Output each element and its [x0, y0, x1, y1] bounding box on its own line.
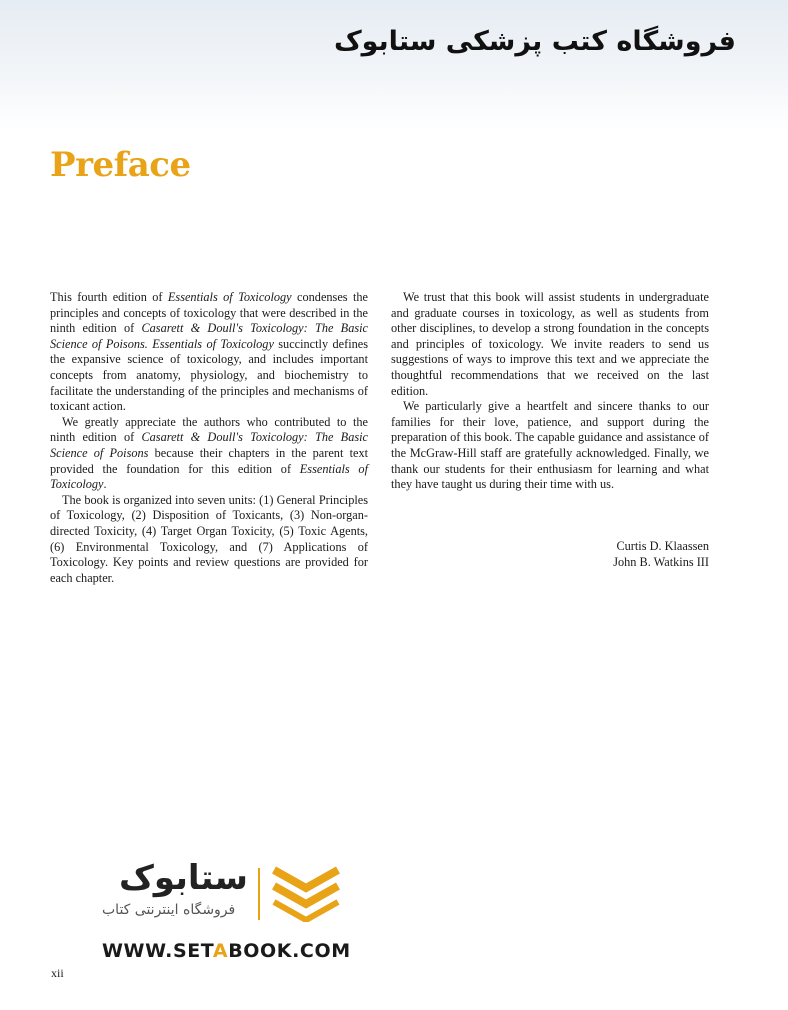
page-title: Preface: [50, 145, 191, 185]
setabook-logo: [88, 858, 348, 928]
left-column: [50, 290, 368, 586]
book-stack-icon: [270, 862, 342, 922]
page-number: xii: [51, 966, 64, 980]
paragraph-5: We particularly give a heartfelt and sincere thanks to our families for their love, patience, and support during the preparation of this book. The capable guidance and assistance of the McGraw-Hill staff are gratefully acknowledged. Finally, we thank our students for their enthusiasm for learning and what they have taught us during their time with us.: [391, 399, 709, 492]
signature-watkins: John B. Watkins III: [613, 554, 709, 569]
signatures: [391, 539, 709, 570]
paragraph-2: We greatly appreciate the authors who contributed to the ninth edition of Casarett & Doull's Toxicology: The Basic Science of Poisons because their chapters in the parent text provided the foundation for this edition of Essentials of Toxicology.: [50, 414, 369, 492]
logo-divider: [258, 868, 260, 920]
right-column: [391, 290, 709, 493]
store-header: فروشگاه کتب پزشکی ستابوک: [333, 26, 736, 57]
website-url: WWW.SETABOOK.COM: [102, 940, 351, 962]
paragraph-4: We trust that this book will assist students in undergraduate and graduate courses in toxicology, as well as students from other disciplines, to develop a strong foundation in the concepts and principles of toxicology. We invite readers to send us suggestions of ways to improve this text and we appreciate the thoughtful recommendations that we received on the last edition.: [391, 290, 709, 398]
paragraph-1: This fourth edition of Essentials of Toxicology condenses the principles and concepts of toxicology that were described in the ninth edition of Casarett & Doull's Toxicology: The Basic Science of Poisons. Essentials of Toxicology succinctly defines the expansive science of toxicology, and includes important concepts from anatomy, physiology, and biochemistry to facilitate the understanding of the principles and mechanisms of toxicant action.: [50, 290, 368, 414]
paragraph-3: The book is organized into seven units: (1) General Principles of Toxicology, (2) Disposition of Toxicants, (3) Non-organ-directed Toxicity, (4) Target Organ Toxicity, (5) Toxic Agents, (6) Environmental Toxicology, and (7) Applications of Toxicology. Key points and review questions are provided for each chapter.: [50, 492, 368, 585]
header-band: [0, 0, 788, 130]
signature-klaassen: Curtis D. Klaassen: [616, 539, 709, 553]
logo-wordmark: ستابوک: [119, 858, 248, 898]
logo-tagline: فروشگاه اینترنتی کتاب: [102, 902, 236, 918]
